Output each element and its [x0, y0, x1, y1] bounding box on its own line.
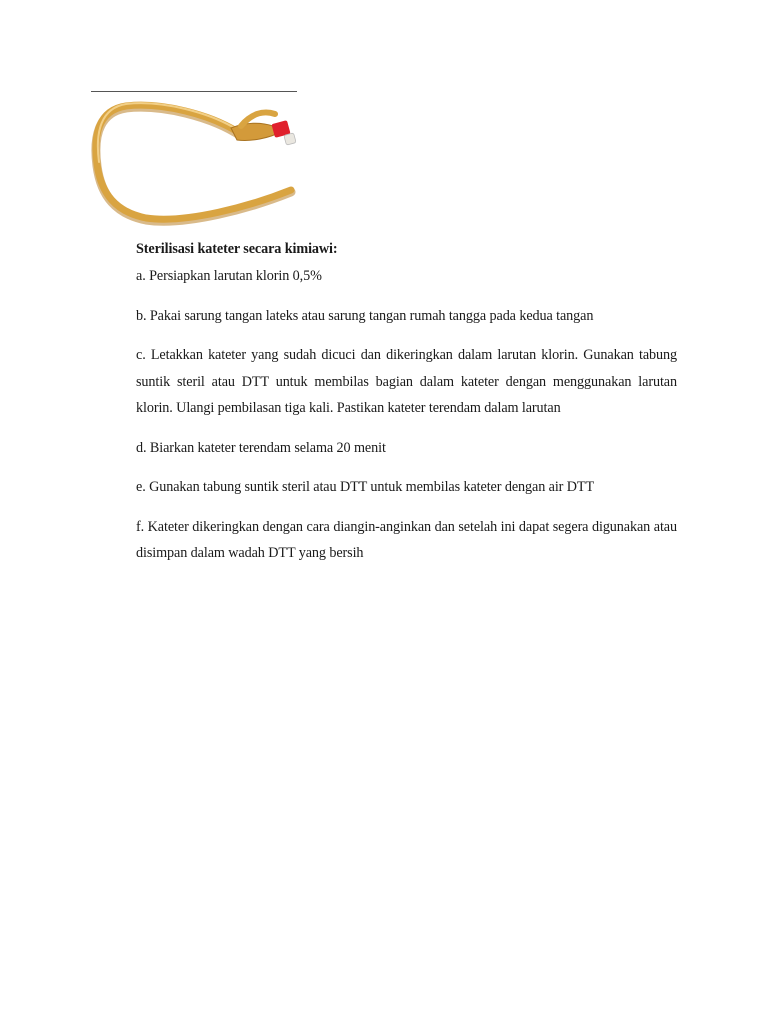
catheter-image [91, 96, 299, 232]
step-e: e. Gunakan tabung suntik steril atau DTT untuk membilas kateter dengan air DTT [136, 479, 595, 495]
catheter-illustration [91, 96, 299, 232]
top-divider [91, 91, 297, 92]
step-b: b. Pakai sarung tangan lateks atau sarung tangan rumah tangga pada kedua tangan [136, 307, 594, 324]
step-c: c. Letakkan kateter yang sudah dicuci dan dikeringkan dalam larutan klorin. Gunakan tabung suntik steril atau DTT untuk membilas bagian dalam kateter dengan menggunakan larutan klorin. Ulangi pembilasan tiga kali. Pastikan kateter terendam dalam larutan [136, 347, 677, 416]
catheter-valve [284, 133, 296, 145]
instructions-section [136, 236, 677, 580]
catheter-tube [96, 105, 291, 219]
step-d: d. Biarkan kateter terendam selama 20 menit [136, 439, 386, 456]
section-heading: Sterilisasi kateter secara kimiawi: [136, 241, 338, 257]
step-f: f. Kateter dikeringkan dengan cara diangin-anginkan dan setelah ini dapat segera digunakan atau disimpan dalam wadah DTT yang bersih [136, 518, 677, 561]
step-a: a. Persiapkan larutan klorin 0,5% [136, 268, 322, 284]
